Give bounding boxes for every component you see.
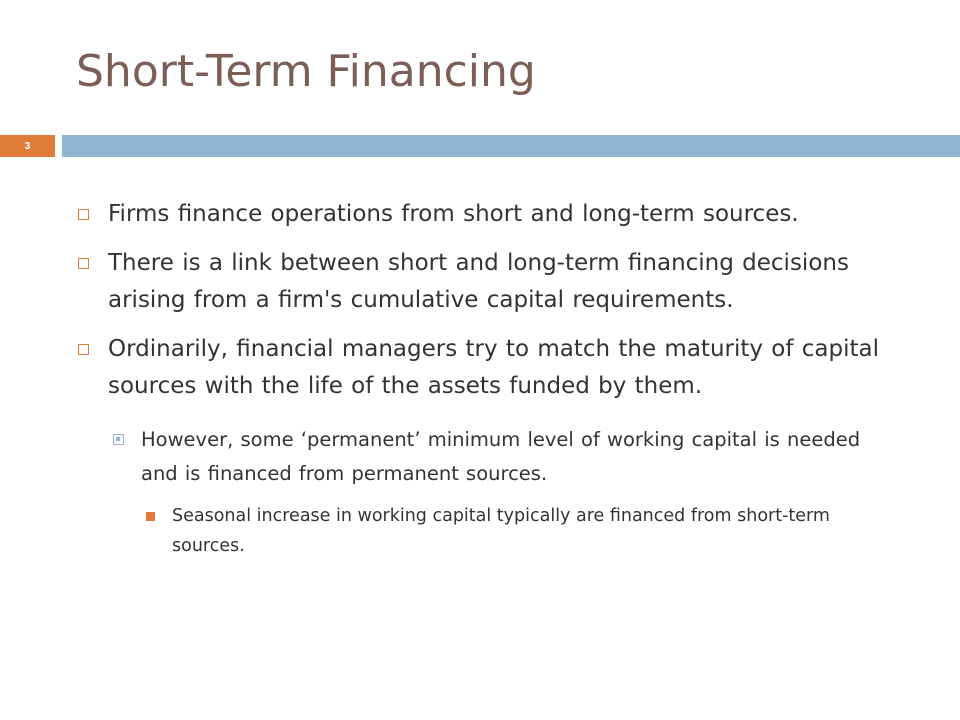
bullet-item (76, 245, 896, 319)
slide-number: 3 (24, 140, 31, 152)
sub-bullet-text: However, some ‘permanent’ minimum level of working capital is needed and is financed from permanent sources. (141, 428, 861, 485)
header-rule-bar (62, 135, 960, 157)
hollow-square-bullet-icon (78, 209, 89, 220)
boxed-square-bullet-icon (113, 434, 124, 445)
slide-number-badge (0, 135, 55, 157)
slide-title: Short-Term Financing (76, 46, 536, 97)
sub-bullet-item (109, 423, 896, 491)
sub-sub-bullet-text: Seasonal increase in working capital typically are financed from short-term sources. (172, 506, 830, 556)
bullet-item (76, 331, 896, 405)
filled-square-bullet-icon (146, 512, 155, 521)
bullet-list (76, 196, 896, 561)
sub-sub-bullet-item (142, 501, 896, 561)
hollow-square-bullet-icon (78, 258, 89, 269)
bullet-item (76, 196, 896, 233)
bullet-text: Ordinarily, financial managers try to match the maturity of capital sources with the life of the assets funded by them. (108, 336, 880, 399)
hollow-square-bullet-icon (78, 344, 89, 355)
bullet-text: Firms finance operations from short and long-term sources. (108, 201, 799, 227)
bullet-text: There is a link between short and long-term financing decisions arising from a firm's cumulative capital requirements. (108, 250, 849, 313)
